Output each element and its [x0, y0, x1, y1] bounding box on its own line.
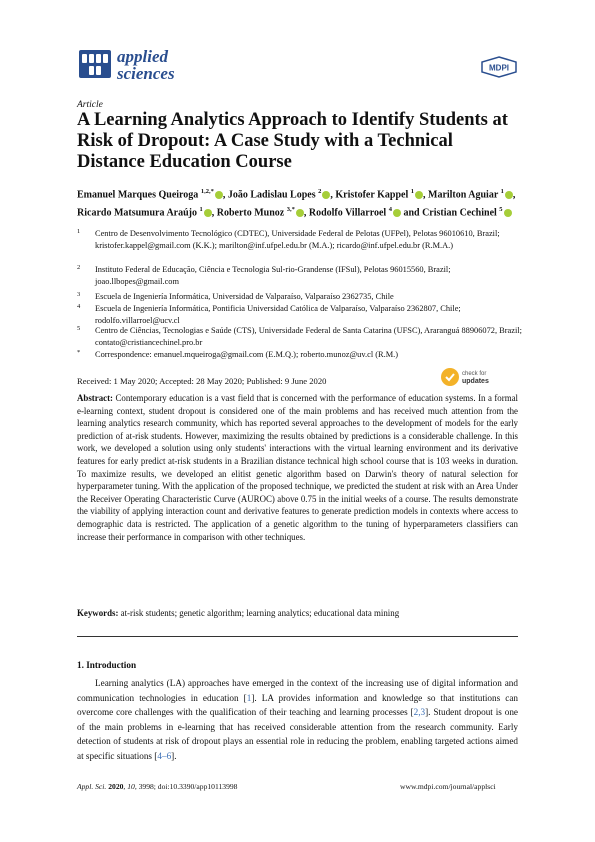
section-heading: 1. Introduction [77, 660, 137, 670]
orcid-icon[interactable] [215, 191, 223, 199]
divider [77, 636, 518, 637]
orcid-icon[interactable] [415, 191, 423, 199]
citation-link[interactable]: 4–6 [157, 750, 172, 761]
orcid-icon[interactable] [504, 209, 512, 217]
check-updates-icon [441, 368, 459, 386]
author-name: João Ladislau Lopes [227, 189, 316, 201]
author-list: Emanuel Marques Queiroga $^{1,2,*}$ , João Ladislau Lopes $^2$ , Kristofer Kappel $^1$ , Marilton Aguiar $^1$ , Ricardo Matsumura Araújo $^1$ , Roberto Munoz $^{3,*}$ , Rodolfo Villarroel $^4$ and Cristian Cechinel $^5$ [77, 188, 516, 219]
orcid-icon[interactable] [296, 209, 304, 217]
svg-text:MDPI: MDPI [489, 63, 509, 73]
abstract: Abstract: Contemporary education is a vast field that is concerned with the performance of education systems. In a formal e-learning context, student dropout is considered one of the main problems and has received much attention from the learning analytics research community, which has reported several approaches to the development of models for the early prediction of at-risk students. However, maximizing the results obtained by predictions is a considerable challenge. In this work, we developed a solution using only students' interactions with the virtual learning environment and its derivative features for early predict at-risk students in a Brazilian distance technical high school course that is 103 weeks in duration. To maximize results, we developed an elitist genetic algorithm based on Darwin's theory of natural selection for hyperparameter tuning. With the application of the proposed technique, we predicted the student at risk with an Area Under the Receiver Operating Characteristic Curve (AUROC) above 0.75 in the initial weeks of a course. The results demonstrate the viability of applying interaction count and derivative features to generate prediction models in contexts where access to demographic data is restricted. The application of a genetic algorithm to the tuning of hyperparameters classifiers can increase their performance in comparison with other techniques. [77, 393, 519, 542]
journal-name: applied sciences [117, 47, 175, 83]
orcid-icon[interactable] [505, 191, 513, 199]
check-for-updates-badge[interactable] [440, 366, 495, 388]
keywords: Keywords: at-risk students; genetic algorithm; learning analytics; educational data mining [77, 608, 400, 618]
intro-paragraph: Learning analytics (LA) approaches have emerged in the context of the increasing use of digital information and communication technologies in education [1]. LA provides information and knowledge so that institutions can overcome core challenges with the qualification of their teaching and learning processes [2,3]. Student dropout is one of the main problems in e-learning that has received considerable attention from the research community. Early detection of students at risk of dropout plays an essential role in reducing the problem, enabling targeted actions aimed at specific situations [4–6]. [77, 678, 518, 761]
orcid-icon[interactable] [393, 209, 401, 217]
orcid-icon[interactable] [322, 191, 330, 199]
journal-url[interactable]: www.mdpi.com/journal/applsci [400, 782, 496, 791]
publication-dates: Received: 1 May 2020; Accepted: 28 May 2020; Published: 9 June 2020 [77, 376, 327, 386]
author-name: Rodolfo Villarroel [308, 207, 387, 219]
citation-link[interactable]: 2,3 [413, 707, 426, 717]
citation-link[interactable]: 1 [246, 692, 252, 703]
author-name: Kristofer Kappel [335, 189, 409, 201]
journal-logo-icon [79, 50, 111, 78]
author-name: Cristian Cechinel [422, 207, 497, 219]
article-type: Article [77, 100, 103, 110]
author-name: Ricardo Matsumura Araújo [77, 207, 197, 219]
citation-footer: Appl. Sci. 2020, 10, 3998; doi:10.3390/app10113998 [77, 782, 238, 791]
mdpi-logo-icon [480, 56, 518, 78]
svg-text:updates: updates [462, 378, 489, 385]
svg-text:check for: check for [462, 371, 487, 377]
author-name: Emanuel Marques Queiroga [77, 189, 199, 201]
author-name: Marilton Aguiar [428, 189, 499, 201]
paper-title: A Learning Analytics Approach to Identify Students at Risk of Dropout: A Case Study with a Technical Distance Education Course [77, 110, 508, 172]
orcid-icon[interactable] [204, 209, 212, 217]
author-name: Roberto Munoz [216, 207, 285, 219]
